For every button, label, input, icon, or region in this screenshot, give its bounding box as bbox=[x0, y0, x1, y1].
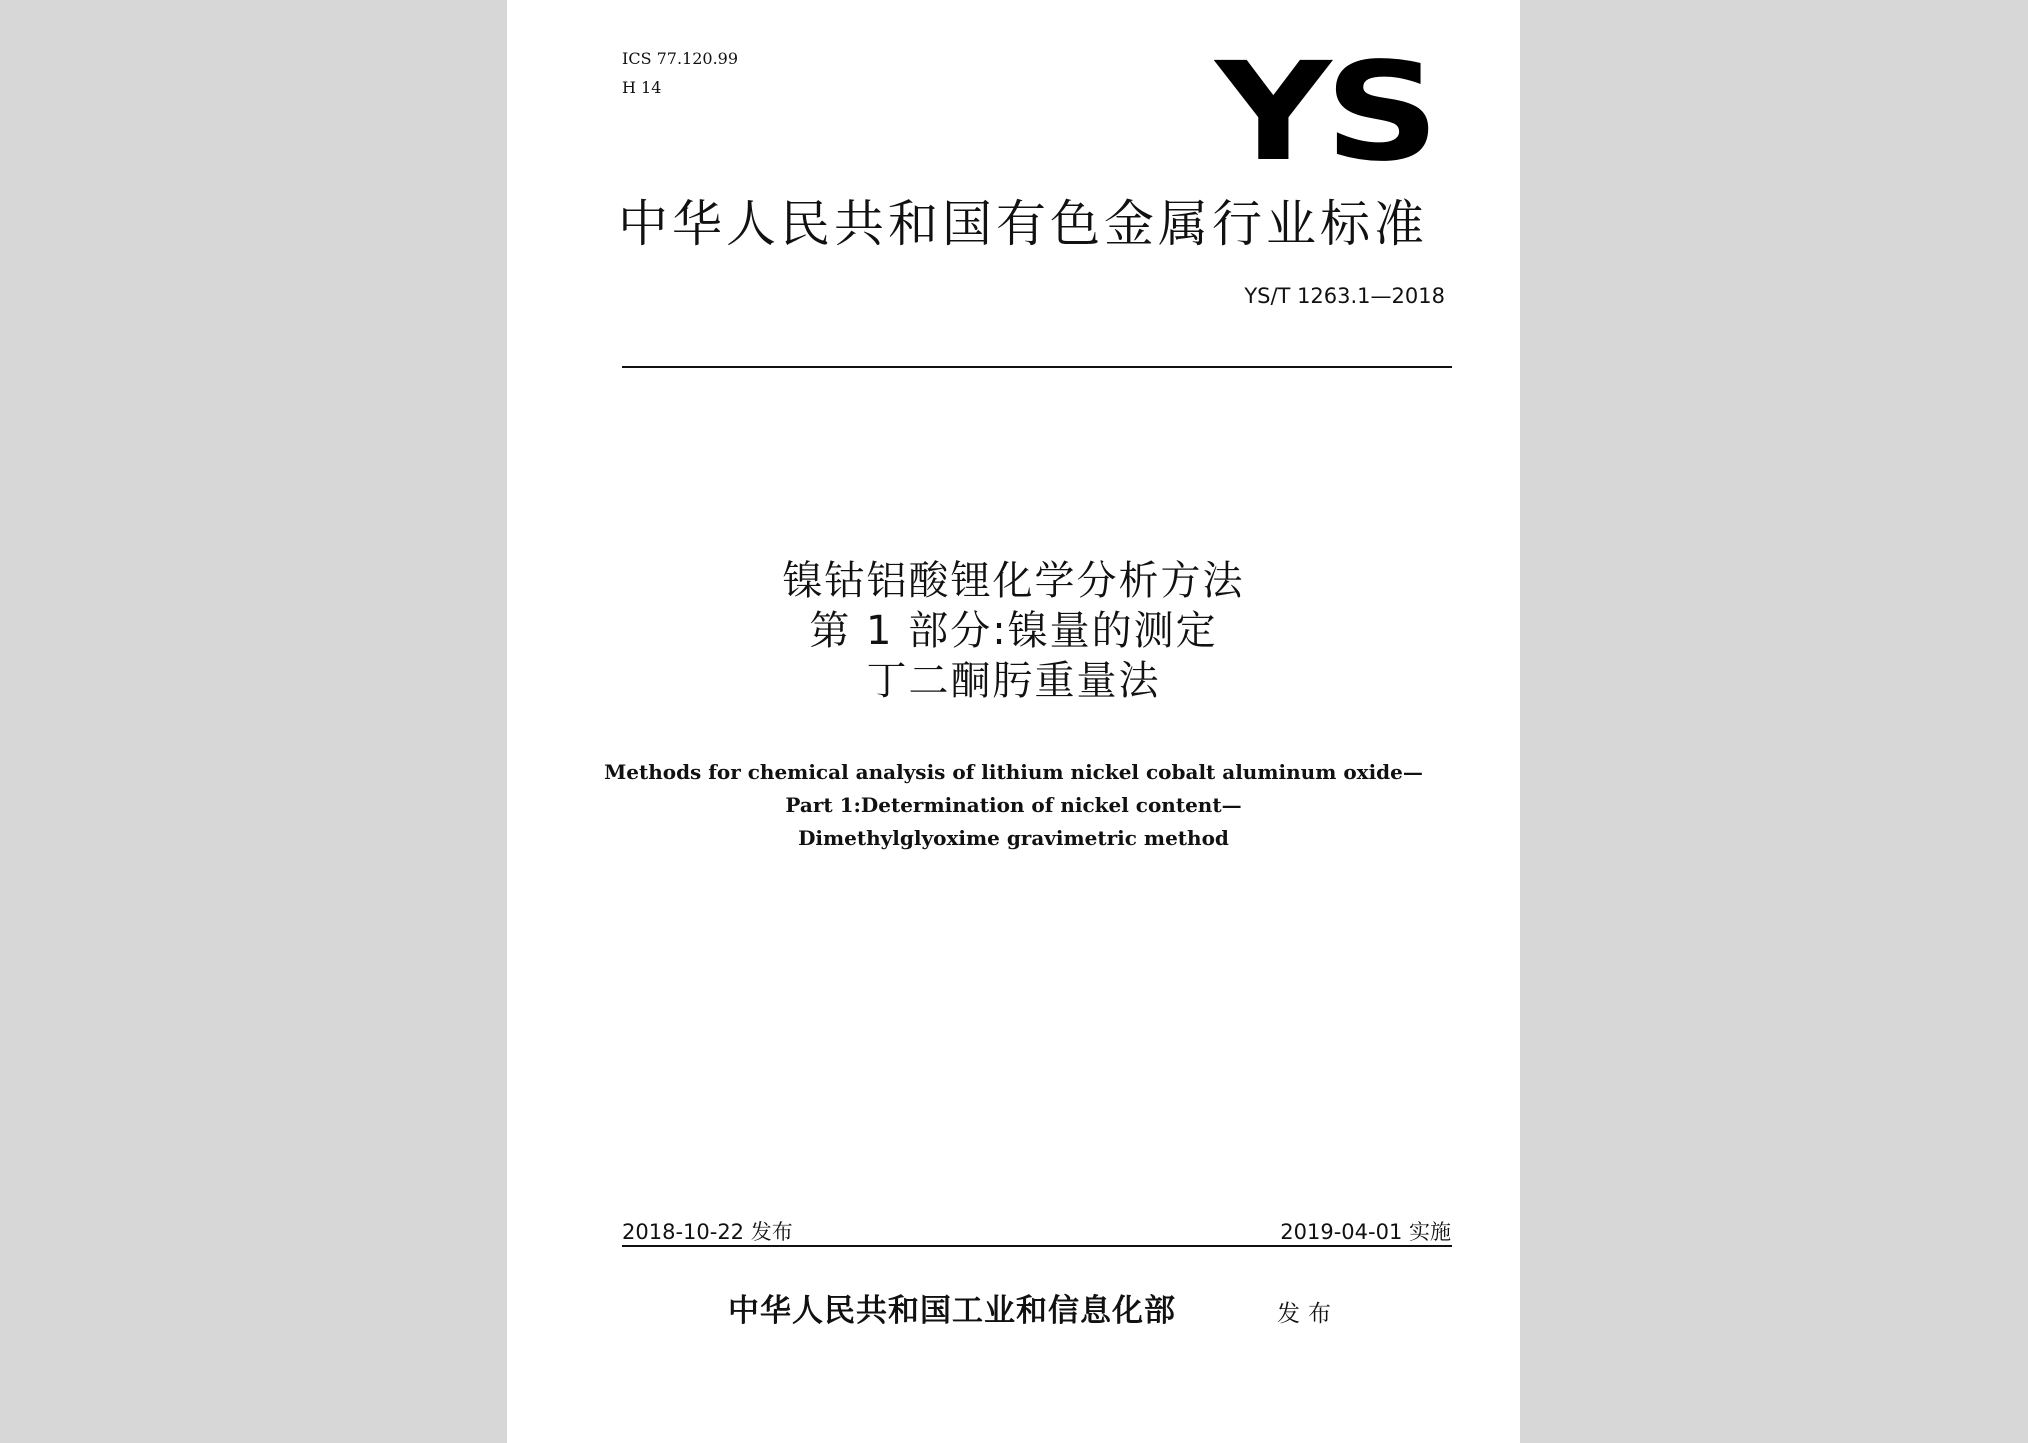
standard-number: YS/T 1263.1—2018 bbox=[1244, 284, 1445, 308]
ics-code: ICS 77.120.99 bbox=[622, 49, 739, 68]
header-divider bbox=[622, 366, 1452, 368]
chinese-title-line-1: 镍钴铝酸锂化学分析方法 bbox=[782, 558, 1245, 604]
chinese-title-line-2: 第 1 部分:镍量的测定 bbox=[809, 608, 1218, 654]
issuing-ministry: 中华人民共和国工业和信息化部 bbox=[728, 1293, 1176, 1329]
document-page bbox=[507, 0, 1520, 1443]
ccs-code: H 14 bbox=[622, 78, 662, 97]
chinese-title-line-3: 丁二酮肟重量法 bbox=[866, 658, 1161, 704]
chinese-title bbox=[507, 556, 1520, 706]
issue-date: 2018-10-22 发布 bbox=[622, 1220, 793, 1244]
english-title-line-1: Methods for chemical analysis of lithium nickel cobalt aluminum oxide— bbox=[604, 760, 1423, 784]
publish-label: 发布 bbox=[1277, 1301, 1339, 1327]
ys-logo: YS bbox=[1215, 34, 1433, 192]
footer-divider bbox=[622, 1245, 1452, 1247]
english-title-line-2: Part 1:Determination of nickel content— bbox=[785, 793, 1242, 817]
organization-title: 中华人民共和国有色金属行业标准 bbox=[618, 195, 1428, 253]
english-title bbox=[507, 756, 1520, 855]
english-title-line-3: Dimethylglyoxime gravimetric method bbox=[798, 826, 1229, 850]
implementation-date: 2019-04-01 实施 bbox=[1280, 1220, 1451, 1244]
